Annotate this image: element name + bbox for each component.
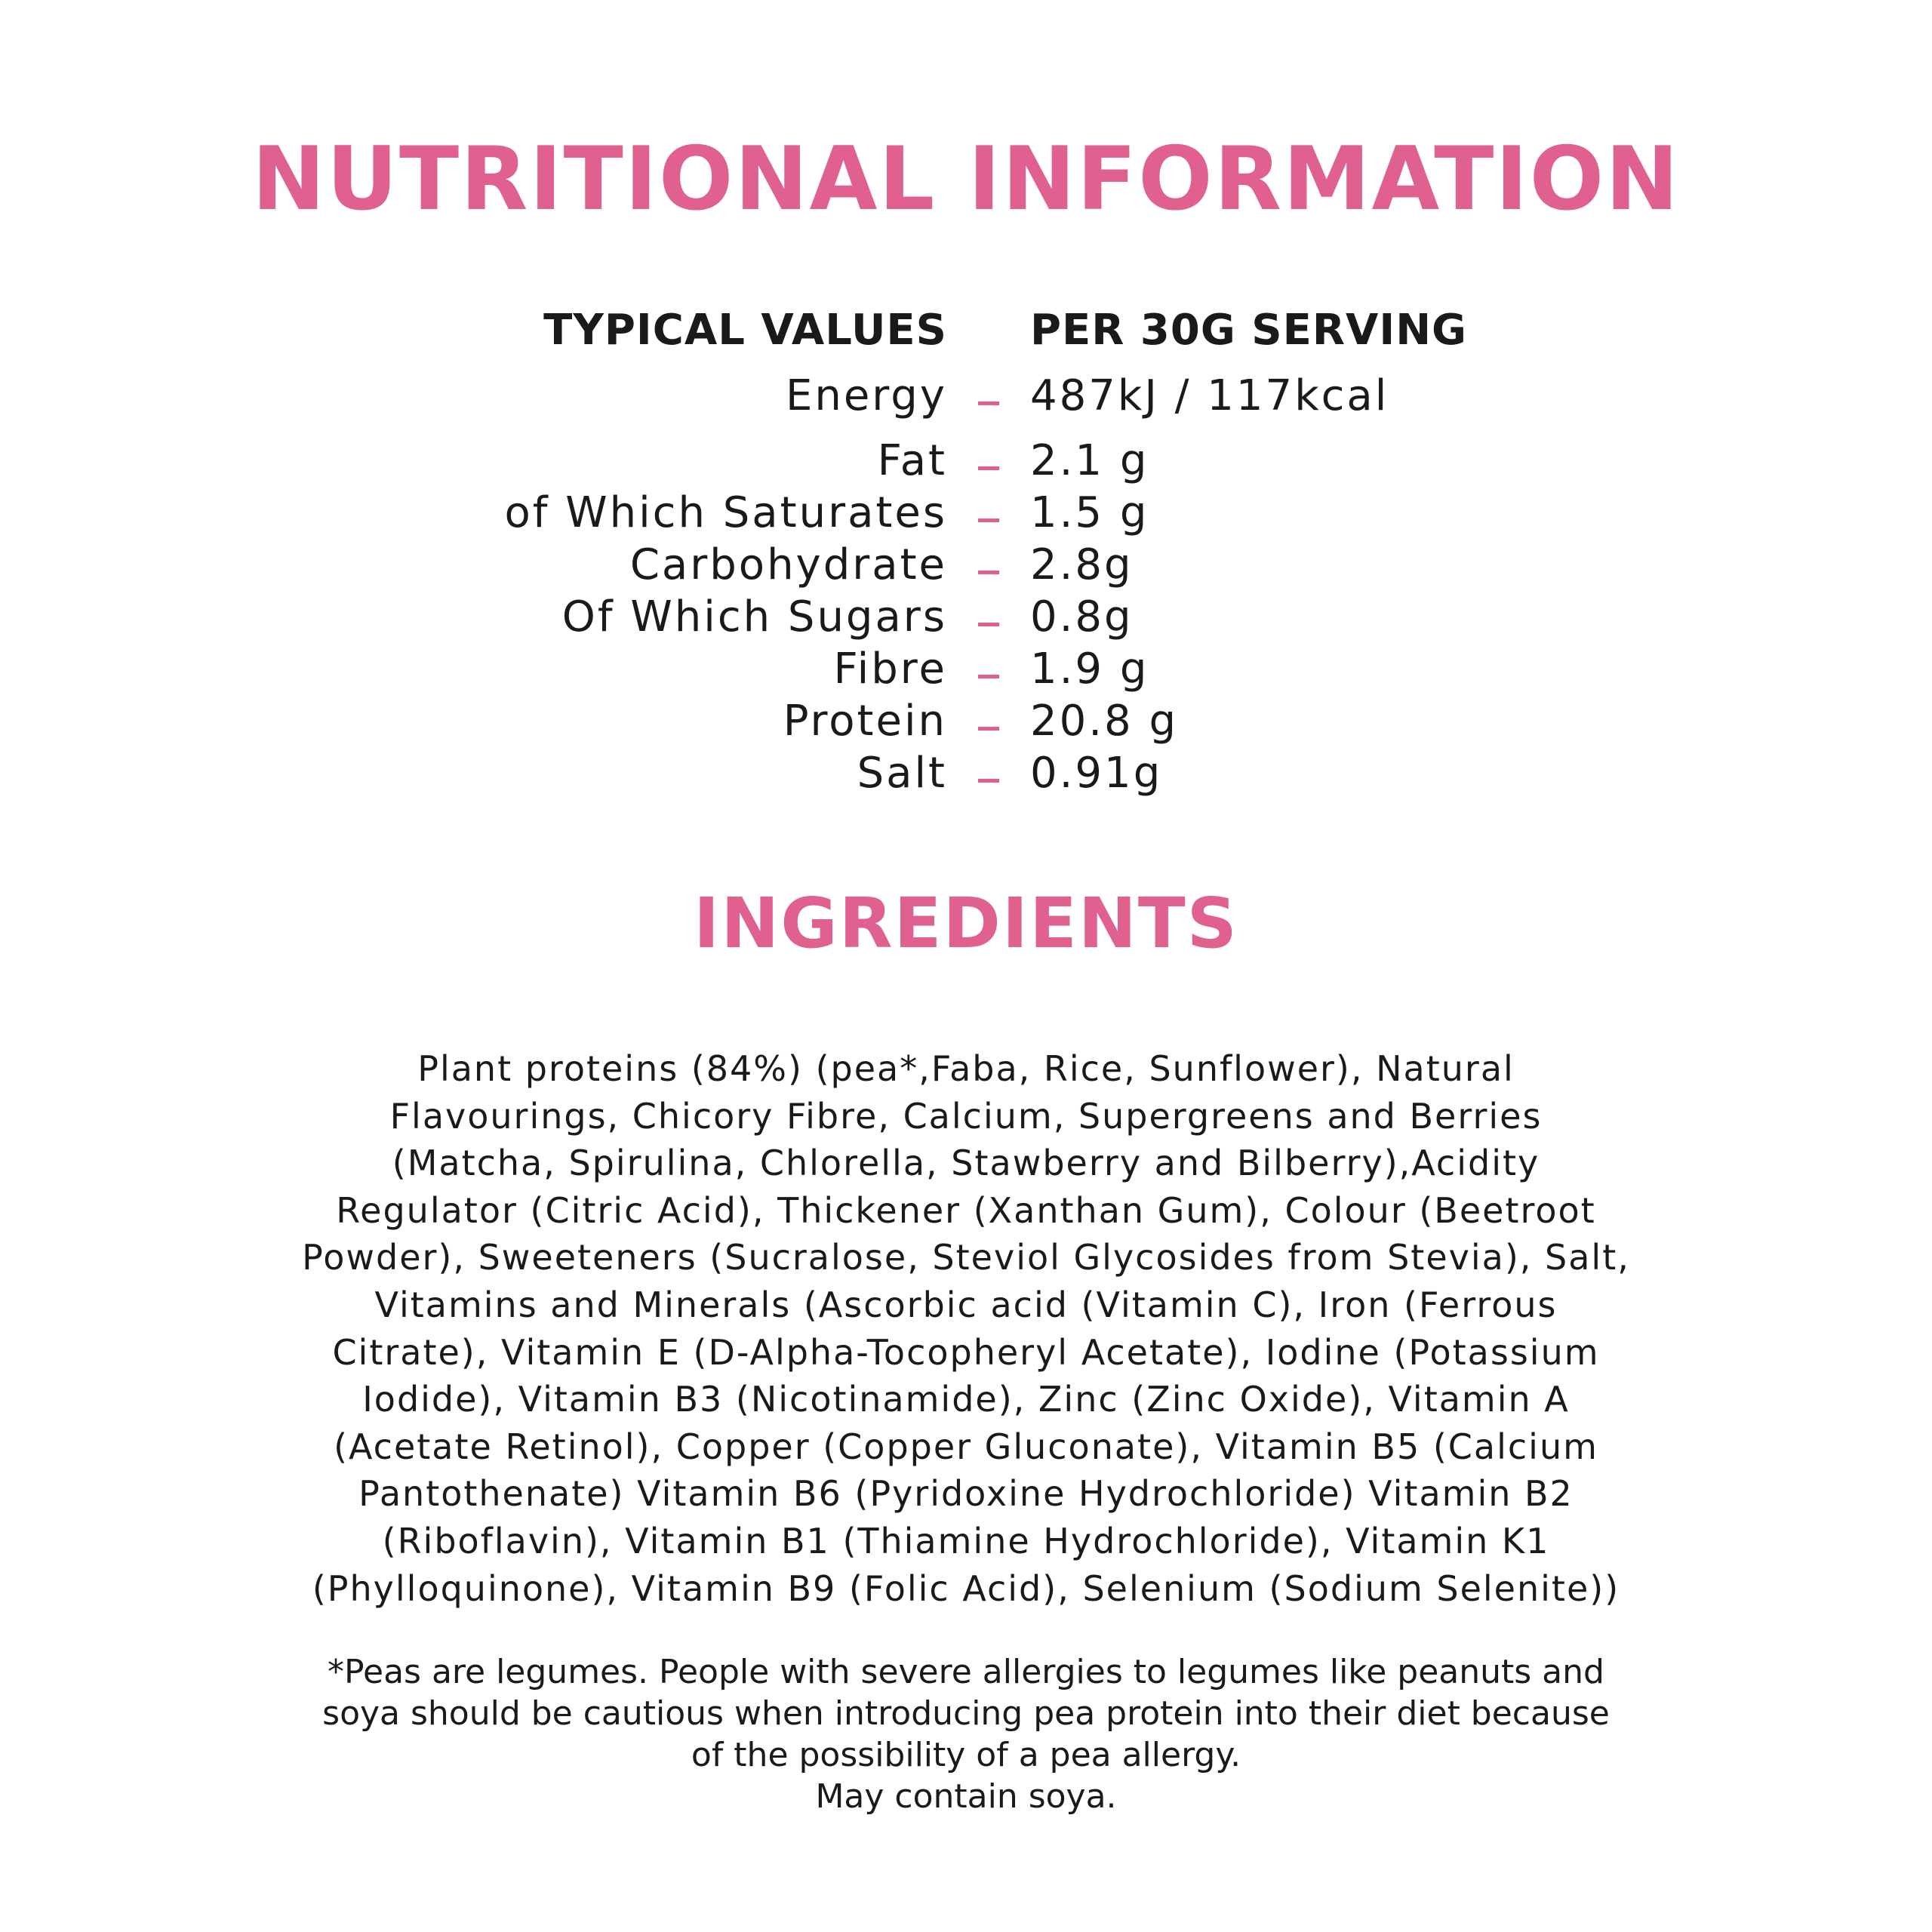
nutrient-value: 0.91g (1030, 749, 1163, 798)
dash-separator (978, 727, 999, 731)
nutrient-value: 0.8g (1030, 592, 1134, 641)
nutrient-label: Fibre (833, 645, 947, 694)
nutrition-row-salt (0, 749, 1932, 801)
nutrient-label: Salt (857, 749, 947, 798)
dash-separator (978, 623, 999, 626)
nutrition-row-sugars (0, 592, 1932, 645)
dash-separator (978, 779, 999, 783)
nutrition-title: NUTRITIONAL INFORMATION (251, 128, 1681, 230)
nutrition-row-saturates (0, 488, 1932, 541)
dash-separator (978, 401, 999, 405)
nutrient-label: Of Which Sugars (561, 592, 947, 641)
allergy-note (317, 1651, 1615, 1817)
nutrient-label: Energy (785, 371, 947, 420)
nutrition-row-energy (0, 371, 1932, 424)
nutrient-value: 2.8g (1030, 540, 1134, 589)
nutrition-row-carbohydrate (0, 540, 1932, 593)
nutrient-label: Carbohydrate (629, 540, 947, 589)
ingredients-title: INGREDIENTS (694, 883, 1238, 964)
soya-note: May contain soya. (815, 1777, 1117, 1816)
allergy-warning: *Peas are legumes. People with severe allergies to legumes like peanuts and soya should be cautious when introducing pea protein into their diet because of the possibility of a pea allergy. (322, 1653, 1610, 1774)
typical-values-header: TYPICAL VALUES (543, 306, 947, 355)
nutrient-label: Fat (877, 436, 947, 485)
ingredients-text: Plant proteins (84%) (pea*,Faba, Rice, Sunflower), Natural Flavourings, Chicory Fibre, Calcium, Supergreens and Berries (Matcha, Spirulina, Chlorella, Stawberry and Bilberry),Acidity Regulator (Citric Acid), Thickener (Xanthan Gum), Colour (Beetroot Powder), Sweeteners (Sucralose, Steviol Glycosides from Stevia), Salt, Vitamins and Minerals (Ascorbic acid (Vitamin C), Iron (Ferrous Citrate), Vitamin E (D-Alpha-Tocopheryl Acetate), Iodine (Potassium Iodide), Vitamin B3 (Nicotinamide), Zinc (Zinc Oxide), Vitamin A (Acetate Retinol), Copper (Copper Gluconate), Vitamin B5 (Calcium Pantothenate) Vitamin B6 (Pyridoxine Hydrochloride) Vitamin B2 (Riboflavin), Vitamin B1 (Thiamine Hydrochloride), Vitamin K1 (Phylloquinone), Vitamin B9 (Folic Acid), Selenium (Sodium Selenite)) (302, 1048, 1630, 1609)
nutrient-label: Protein (783, 697, 947, 746)
nutrient-value: 1.9 g (1030, 645, 1149, 694)
nutrient-value: 1.5 g (1030, 488, 1149, 537)
nutrition-row-protein (0, 697, 1932, 749)
nutrition-row-fat (0, 436, 1932, 489)
dash-separator (978, 675, 999, 678)
nutrient-value: 20.8 g (1030, 697, 1179, 746)
nutrition-row-fibre (0, 645, 1932, 697)
per-serving-header: PER 30G SERVING (1030, 306, 1468, 355)
nutrient-value: 2.1 g (1030, 436, 1149, 485)
dash-separator (978, 571, 999, 574)
nutrient-label: of Which Saturates (504, 488, 947, 537)
nutrient-value: 487kJ / 117kcal (1030, 371, 1389, 420)
dash-separator (978, 466, 999, 470)
dash-separator (978, 518, 999, 522)
